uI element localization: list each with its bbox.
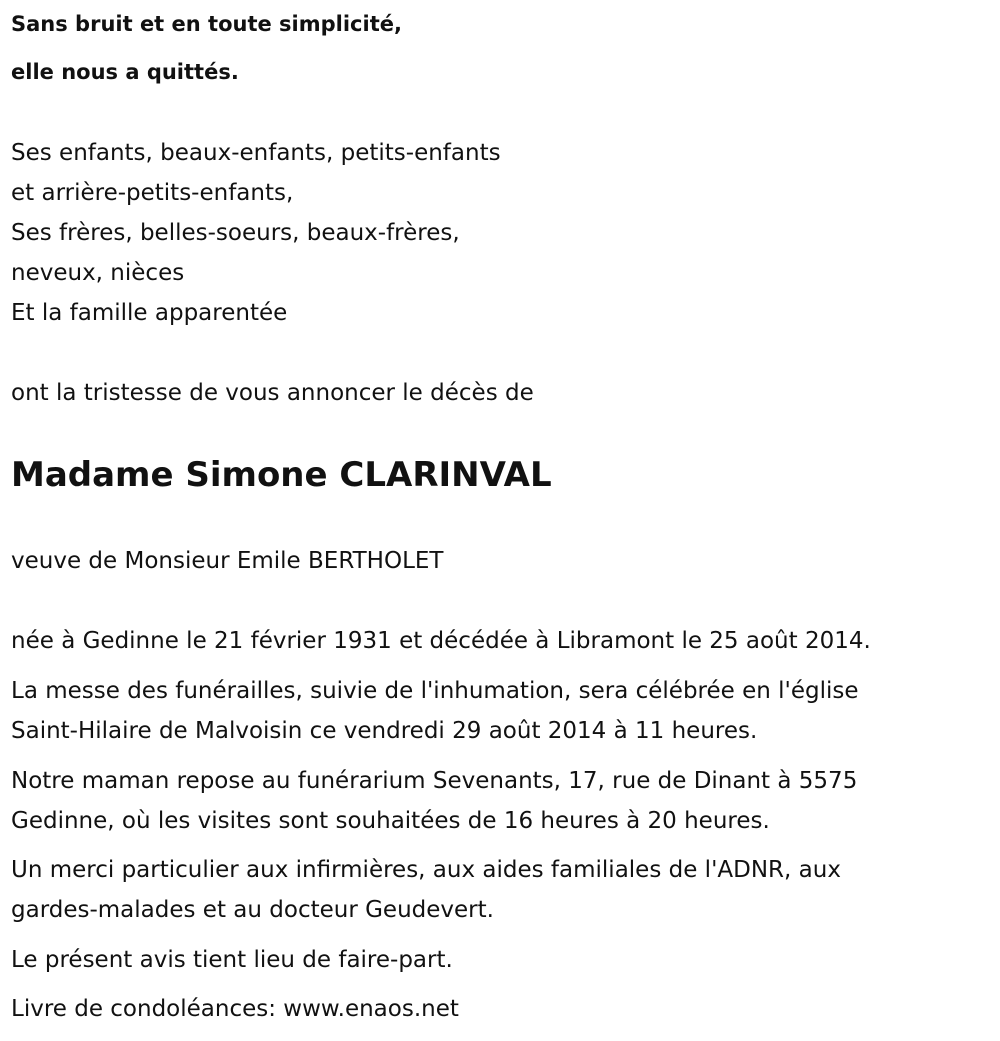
family-line-3: Ses frères, belles-soeurs, beaux-frères, (11, 220, 460, 246)
funerarium-line-2: Gedinne, où les visites sont souhaitées de 16 heures à 20 heures. (11, 808, 770, 834)
funeral-mass-line-2: Saint-Hilaire de Malvoisin ce vendredi 29 août 2014 à 11 heures. (11, 718, 758, 744)
announcement-line: ont la tristesse de vous annoncer le décès de (11, 380, 534, 406)
funerarium-line-1: Notre maman repose au funérarium Sevenants, 17, rue de Dinant à 5575 (11, 768, 858, 794)
thanks-line-1: Un merci particulier aux infirmières, aux aides familiales de l'ADNR, aux (11, 857, 841, 883)
family-line-1: Ses enfants, beaux-enfants, petits-enfants (11, 140, 501, 166)
family-line-5: Et la famille apparentée (11, 300, 288, 326)
family-line-2: et arrière-petits-enfants, (11, 180, 294, 206)
condolences-line: Livre de condoléances: www.enaos.net (11, 996, 459, 1022)
family-line-4: neveux, nièces (11, 260, 185, 286)
notice-line: Le présent avis tient lieu de faire-part. (11, 947, 453, 973)
intro-line-1: Sans bruit et en toute simplicité, (11, 12, 402, 36)
funeral-mass-line-1: La messe des funérailles, suivie de l'inhumation, sera célébrée en l'église (11, 678, 859, 704)
birth-death-line: née à Gedinne le 21 février 1931 et décédée à Libramont le 25 août 2014. (11, 628, 871, 654)
intro-line-2: elle nous a quittés. (11, 60, 239, 84)
deceased-name: Madame Simone CLARINVAL (11, 455, 552, 495)
thanks-line-2: gardes-malades et au docteur Geudevert. (11, 897, 494, 923)
spouse-line: veuve de Monsieur Emile BERTHOLET (11, 548, 444, 574)
